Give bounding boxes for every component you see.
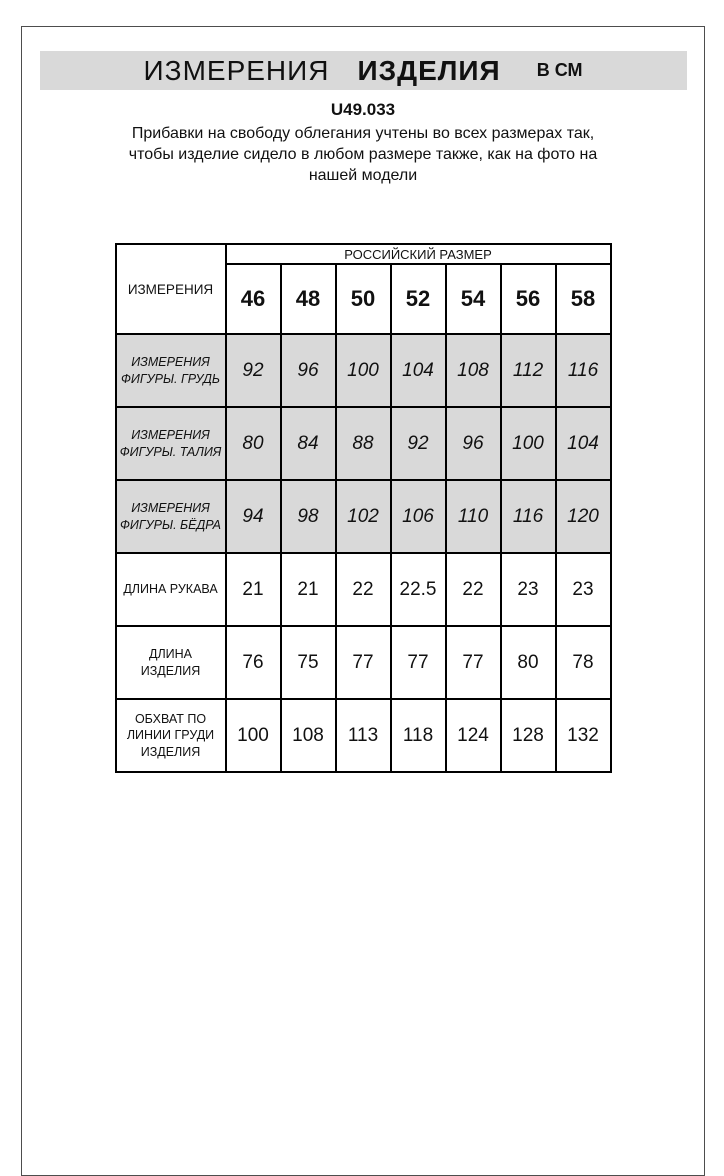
cell-value: 75	[281, 626, 336, 699]
row-label: ОБХВАТ ПО ЛИНИИ ГРУДИ ИЗДЕЛИЯ	[116, 699, 226, 772]
cell-value: 80	[226, 407, 281, 480]
row-label: ИЗМЕРЕНИЯ ФИГУРЫ. БЁДРА	[116, 480, 226, 553]
cell-value: 80	[501, 626, 556, 699]
size-table	[115, 243, 612, 773]
cell-value: 98	[281, 480, 336, 553]
cell-value: 23	[501, 553, 556, 626]
row-label: ДЛИНА ИЗДЕЛИЯ	[116, 626, 226, 699]
cell-value: 108	[446, 334, 501, 407]
cell-value: 112	[501, 334, 556, 407]
page-title-emphasis: ИЗДЕЛИЯ	[357, 54, 501, 86]
row-label: ИЗМЕРЕНИЯ ФИГУРЫ. ТАЛИЯ	[116, 407, 226, 480]
size-group-row	[116, 244, 611, 264]
row-label: ИЗМЕРЕНИЯ ФИГУРЫ. ГРУДЬ	[116, 334, 226, 407]
size-col-header: 46	[226, 264, 281, 334]
cell-value: 132	[556, 699, 611, 772]
cell-value: 21	[281, 553, 336, 626]
size-col-header: 58	[556, 264, 611, 334]
cell-value: 120	[556, 480, 611, 553]
cell-value: 84	[281, 407, 336, 480]
size-col-header: 54	[446, 264, 501, 334]
page-title: ИЗМЕРЕНИЯ	[143, 54, 330, 86]
page-frame	[21, 26, 705, 1176]
cell-value: 94	[226, 480, 281, 553]
fit-description-line-2: чтобы изделие сидело в любом размере также, как на фото на	[128, 146, 598, 163]
cell-value: 110	[446, 480, 501, 553]
cell-value: 128	[501, 699, 556, 772]
cell-value: 118	[391, 699, 446, 772]
cell-value: 77	[391, 626, 446, 699]
table-row-figure-chest	[116, 334, 611, 407]
size-col-header: 50	[336, 264, 391, 334]
cell-value: 21	[226, 553, 281, 626]
cell-value: 77	[446, 626, 501, 699]
cell-value: 104	[391, 334, 446, 407]
size-col-header: 56	[501, 264, 556, 334]
size-col-header: 52	[391, 264, 446, 334]
cell-value: 116	[501, 480, 556, 553]
fit-description-line-3: нашей модели	[308, 167, 418, 184]
row-label: ДЛИНА РУКАВА	[116, 553, 226, 626]
cell-value: 23	[556, 553, 611, 626]
cell-value: 116	[556, 334, 611, 407]
cell-value: 104	[556, 407, 611, 480]
title-bar	[40, 51, 687, 90]
fit-description-line-1: Прибавки на свободу облегания учтены во всех размерах так,	[131, 125, 595, 142]
cell-value: 100	[226, 699, 281, 772]
cell-value: 22.5	[391, 553, 446, 626]
size-col-header: 48	[281, 264, 336, 334]
cell-value: 102	[336, 480, 391, 553]
cell-value: 22	[446, 553, 501, 626]
cell-value: 92	[391, 407, 446, 480]
table-row-figure-hips	[116, 480, 611, 553]
measurements-header: ИЗМЕРЕНИЯ	[116, 244, 226, 334]
cell-value: 100	[501, 407, 556, 480]
cell-value: 77	[336, 626, 391, 699]
cell-value: 96	[446, 407, 501, 480]
units-label: В СМ	[536, 60, 583, 80]
table-row-item-length	[116, 626, 611, 699]
cell-value: 96	[281, 334, 336, 407]
cell-value: 78	[556, 626, 611, 699]
table-row-sleeve-length	[116, 553, 611, 626]
cell-value: 124	[446, 699, 501, 772]
cell-value: 100	[336, 334, 391, 407]
cell-value: 108	[281, 699, 336, 772]
cell-value: 106	[391, 480, 446, 553]
cell-value: 88	[336, 407, 391, 480]
cell-value: 113	[336, 699, 391, 772]
cell-value: 22	[336, 553, 391, 626]
fit-description	[22, 123, 704, 186]
cell-value: 76	[226, 626, 281, 699]
table-row-figure-waist	[116, 407, 611, 480]
cell-value: 92	[226, 334, 281, 407]
table-row-item-chest-girth	[116, 699, 611, 772]
size-group-header: РОССИЙСКИЙ РАЗМЕР	[226, 244, 611, 264]
article-code: U49.033	[330, 100, 396, 119]
